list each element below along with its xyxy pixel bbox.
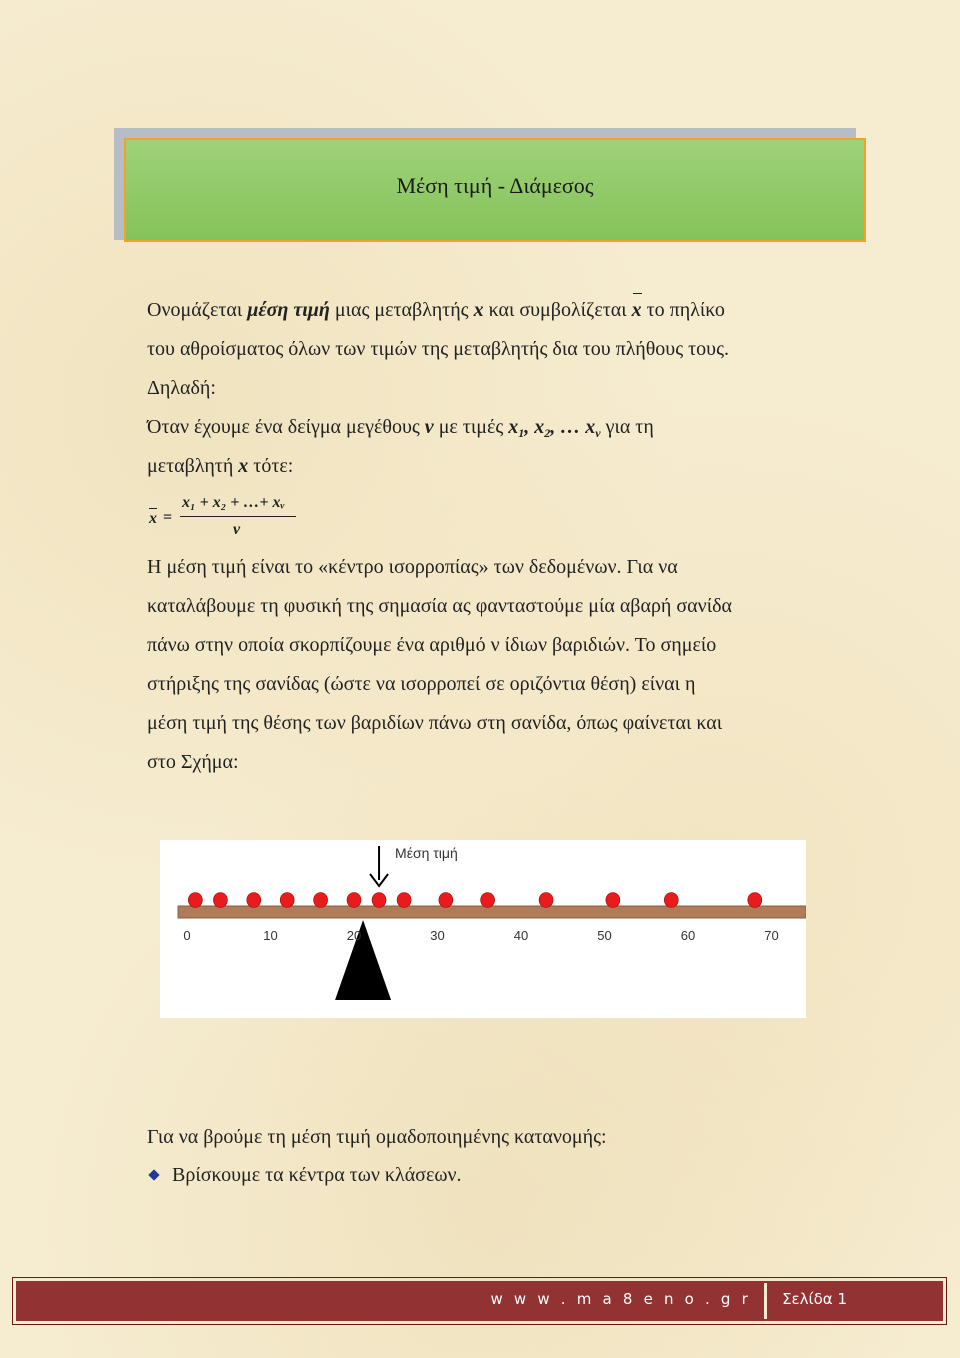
variable-x: x bbox=[238, 455, 249, 477]
tick-label: 20 bbox=[346, 928, 362, 943]
weight-ball bbox=[347, 893, 361, 908]
weight-ball bbox=[372, 893, 386, 908]
weights bbox=[188, 893, 761, 908]
weight-ball bbox=[748, 893, 762, 908]
tick-label: 60 bbox=[680, 928, 696, 943]
paragraph-line-1 bbox=[147, 291, 725, 330]
variable-xv: x bbox=[585, 416, 596, 438]
title-box bbox=[124, 138, 866, 242]
subscript: ν bbox=[595, 426, 601, 440]
text-span: τότε: bbox=[248, 455, 294, 477]
text-span: μιας μεταβλητής bbox=[329, 299, 474, 321]
paragraph2-line-4: στήριξης της σανίδας (ώστε να ισορροπεί σε οριζόντια θέση) είναι η bbox=[147, 673, 696, 695]
paragraph2-line-3: πάνω στην οποία σκορπίζουμε ένα αριθμό ν ίδιων βαριδιών. Το σημείο bbox=[147, 634, 717, 656]
page-title: Μέση τιμή - Διάμεσος bbox=[396, 173, 594, 198]
formula-x-bar: x bbox=[149, 510, 157, 527]
balance-diagram bbox=[160, 840, 806, 1018]
weight-ball bbox=[314, 893, 328, 908]
fraction-bar bbox=[180, 516, 296, 517]
footer-separator bbox=[764, 1283, 767, 1319]
paragraph-line-2: του αθροίσματος όλων των τιμών της μεταβλητής δια του πλήθους τους. bbox=[147, 338, 729, 360]
paragraph-line-4: Όταν έχουμε ένα δείγμα μεγέθους ν με τιμές $x_1$, $x_2$, … $x_\nu$ για τη bbox=[147, 416, 654, 440]
balance-figure bbox=[160, 840, 806, 1018]
ellipsis: … bbox=[560, 416, 581, 438]
variable-nu: ν bbox=[424, 416, 434, 438]
footer-website: w w w . m a 8 e n o . g r bbox=[490, 1290, 751, 1308]
paragraph2-line-2: καταλάβουμε τη φυσική της σημασία ας φανταστούμε μία αβαρή σανίδα bbox=[147, 595, 732, 617]
weight-ball bbox=[664, 893, 678, 908]
paragraph3: Για να βρούμε τη μέση τιμή ομαδοποιημένης κατανομής: bbox=[147, 1126, 607, 1148]
weight-ball bbox=[397, 893, 411, 908]
text-span: και συμβολίζεται bbox=[483, 299, 632, 321]
footer-bar bbox=[16, 1281, 943, 1321]
paragraph2-line-5: μέση τιμή της θέσης των βαριδίων πάνω στη σανίδα, όπως φαίνεται και bbox=[147, 712, 723, 734]
paragraph-line-5 bbox=[147, 447, 293, 486]
tick-labels bbox=[183, 928, 778, 943]
tick-label: 30 bbox=[430, 928, 445, 943]
weight-ball bbox=[188, 893, 202, 908]
tick-label: 10 bbox=[263, 928, 278, 943]
text-span: Ονομάζεται bbox=[147, 299, 248, 321]
x-bar-symbol: x bbox=[632, 291, 642, 330]
tick-label: 70 bbox=[764, 928, 779, 943]
diamond-bullet-icon bbox=[148, 1169, 159, 1180]
term-mean-value: μέση τιμή bbox=[247, 299, 330, 321]
formula-numerator: x₁ + x₂ + …+ xᵥ bbox=[182, 494, 285, 511]
paragraph2-line-6: στο Σχήμα: bbox=[147, 751, 239, 773]
text-span: με τιμές bbox=[433, 416, 509, 438]
subscript: 1 bbox=[518, 426, 525, 440]
weight-ball bbox=[606, 893, 620, 908]
text-span: το πηλίκο bbox=[641, 299, 725, 321]
weight-ball bbox=[247, 893, 261, 908]
paragraph-line-3: Δηλαδή: bbox=[147, 377, 216, 399]
variable-x: x bbox=[473, 299, 484, 321]
bullet-item bbox=[147, 1160, 462, 1190]
page-footer bbox=[12, 1277, 947, 1325]
variable-x2: x bbox=[534, 416, 545, 438]
paragraph2-line-1: Η μέση τιμή είναι το «κέντρο ισορροπίας» των δεδομένων. Για να bbox=[147, 556, 678, 578]
mean-formula bbox=[147, 494, 327, 546]
weight-ball bbox=[280, 893, 294, 908]
mean-arrow-label: Μέση τιμή bbox=[395, 845, 458, 861]
footer-page-number: Σελίδα 1 bbox=[782, 1290, 847, 1308]
tick-label: 40 bbox=[513, 928, 529, 943]
tick-label: 50 bbox=[597, 928, 612, 943]
weight-ball bbox=[213, 893, 227, 908]
tick-label: 0 bbox=[183, 928, 191, 943]
weight-ball bbox=[439, 893, 453, 908]
weight-ball bbox=[539, 893, 553, 908]
variable-x1: x bbox=[508, 416, 519, 438]
bullet-text: Βρίσκουμε τα κέντρα των κλάσεων. bbox=[172, 1164, 462, 1186]
subscript: 2 bbox=[544, 426, 551, 440]
text-span: για τη bbox=[600, 416, 654, 438]
weight-ball bbox=[481, 893, 495, 908]
formula-denominator: ν bbox=[233, 521, 241, 538]
text-span: Όταν έχουμε ένα δείγμα μεγέθους bbox=[147, 416, 425, 438]
text-span: μεταβλητή bbox=[147, 455, 239, 477]
formula-equals: = bbox=[163, 509, 173, 526]
plank bbox=[178, 906, 806, 918]
fulcrum-triangle bbox=[335, 920, 391, 1000]
